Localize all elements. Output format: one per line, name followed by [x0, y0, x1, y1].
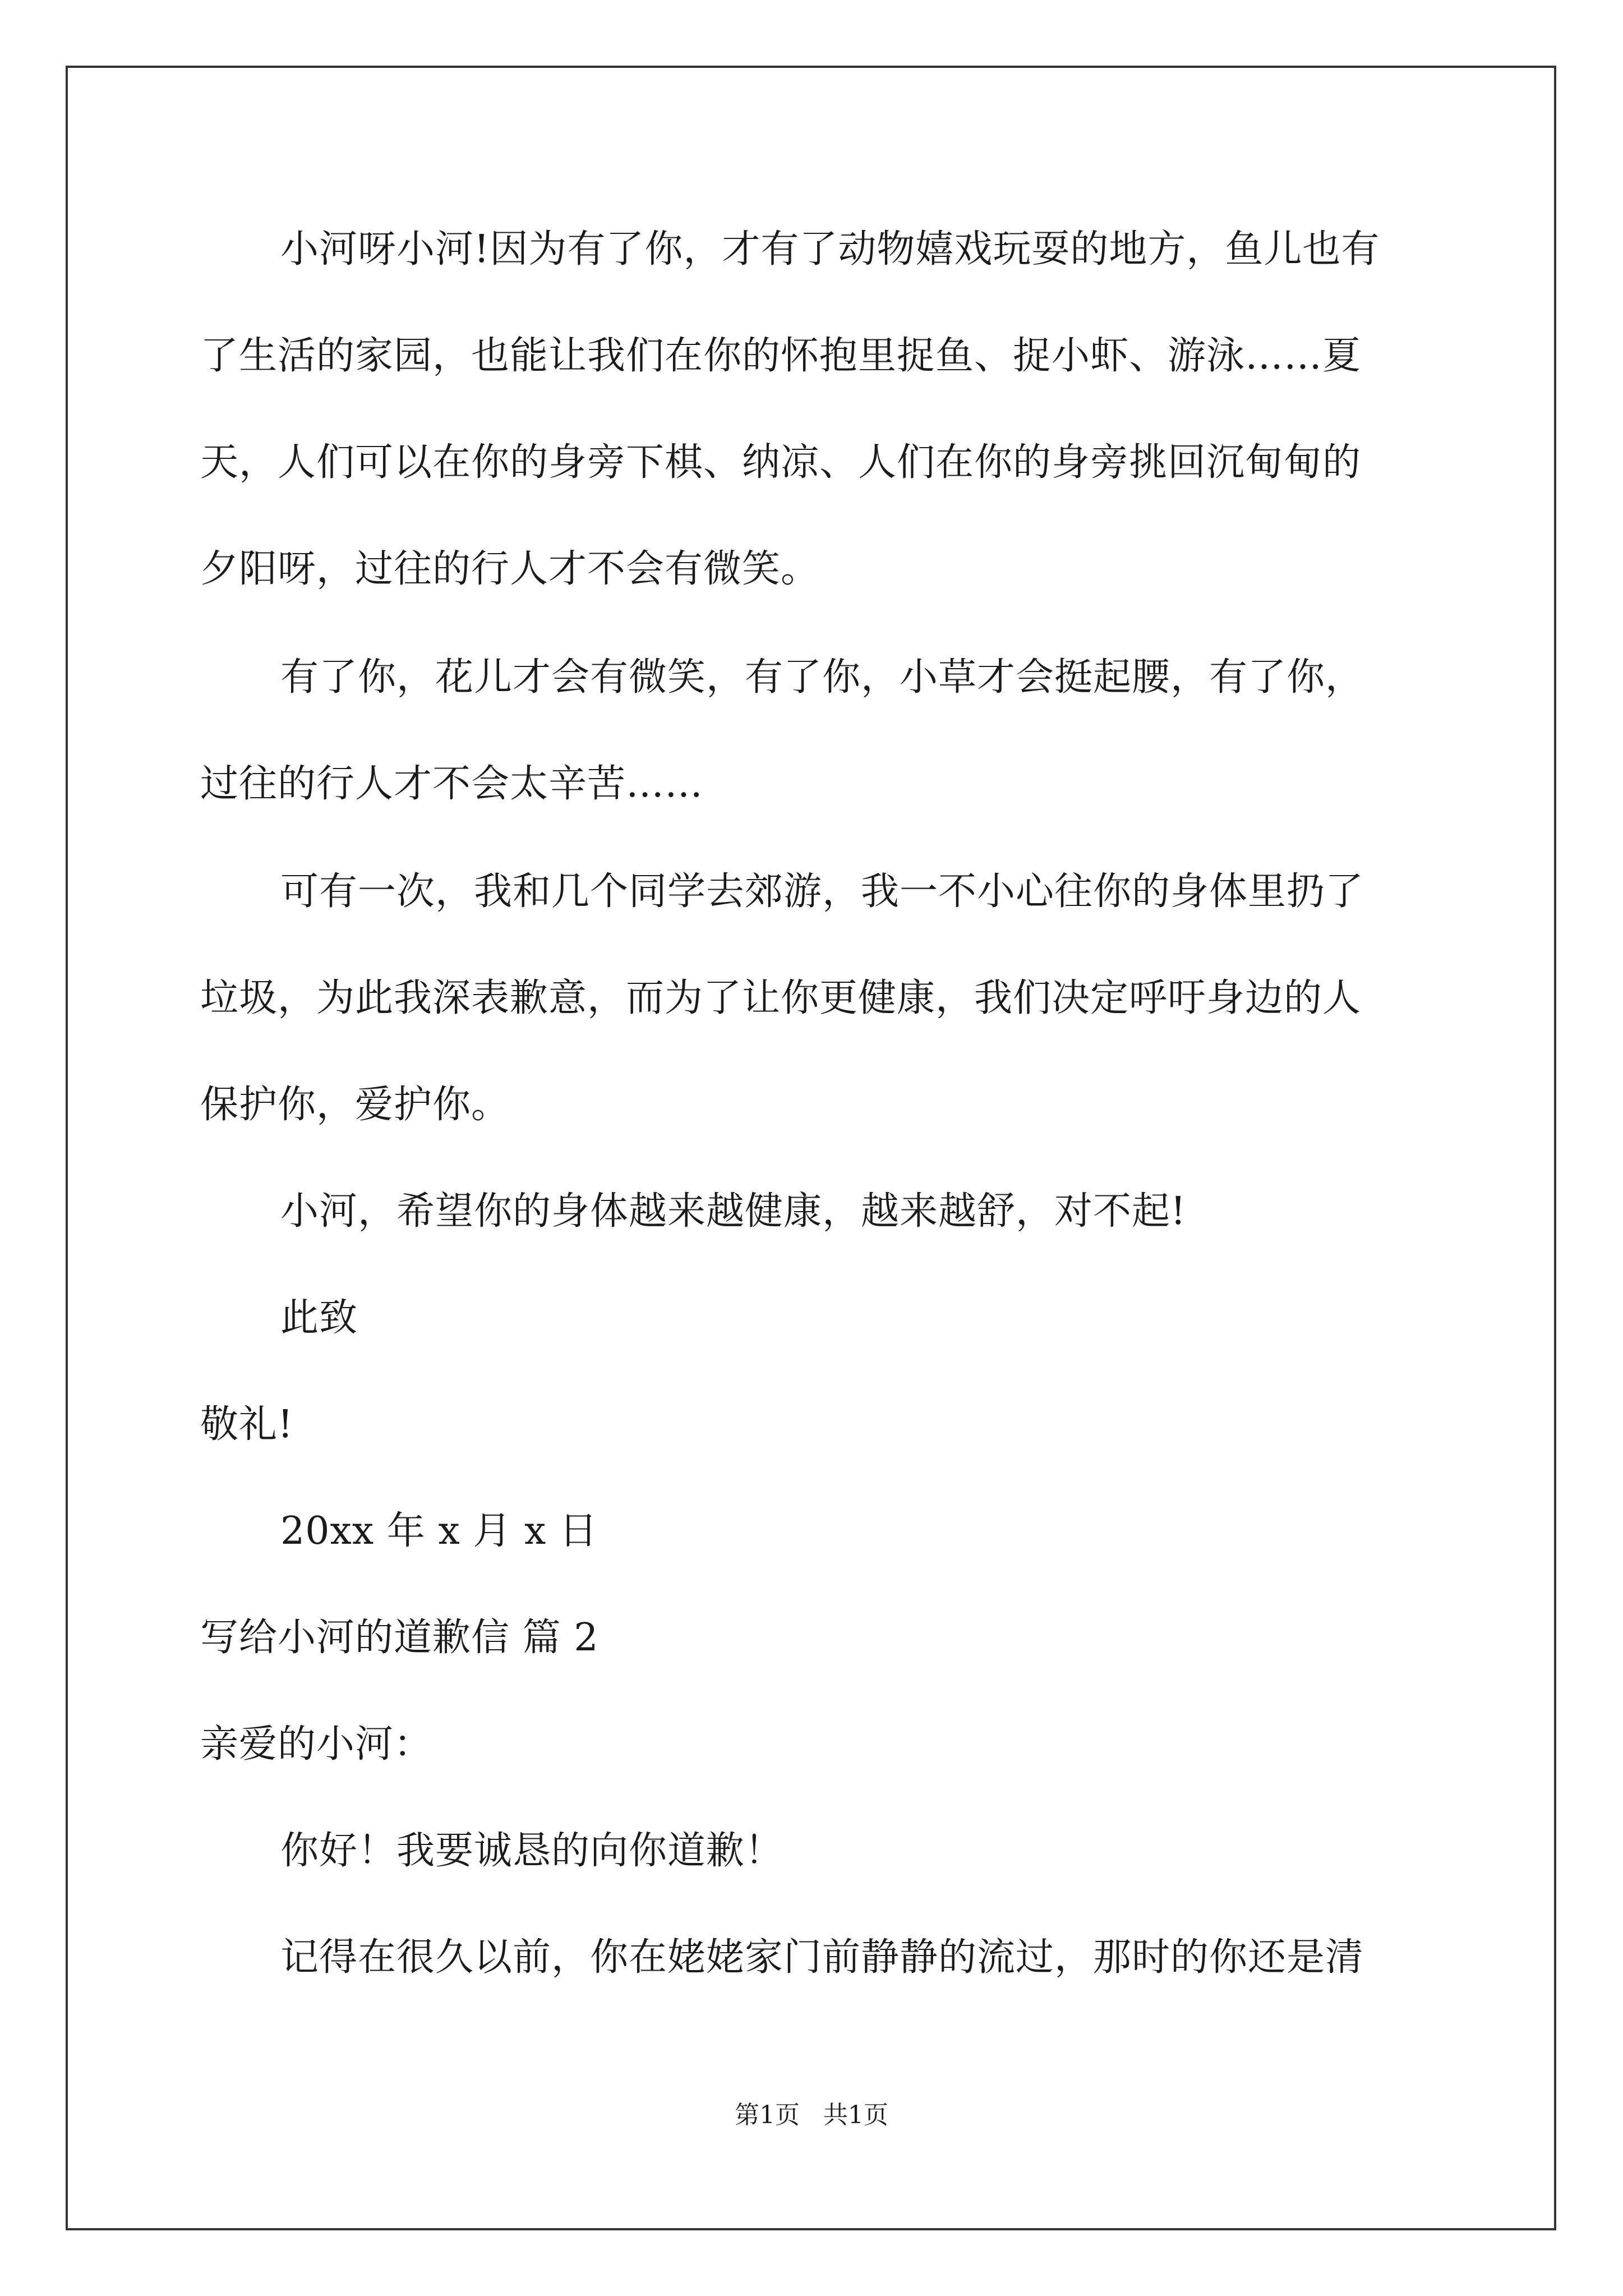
- paragraph-3-line-2: 垃圾，为此我深表歉意，而为了让你更健康，我们决定呼吁身边的人: [200, 976, 1362, 1020]
- page-footer: 第1页 共1页: [735, 2101, 888, 2129]
- paragraph-1-line-1: 小河呀小河!因为有了你，才有了动物嬉戏玩耍的地方，鱼儿也有: [280, 227, 1380, 272]
- closing-cizhi: 此致: [280, 1296, 358, 1340]
- greeting-line: 你好！我要诚恳的向你道歉！: [280, 1829, 784, 1873]
- paragraph-1-line-2: 了生活的家园，也能让我们在你的怀抱里捉鱼、捉小虾、游泳……夏: [200, 334, 1362, 378]
- salutation: 亲爱的小河：: [200, 1722, 433, 1766]
- closing-jingli: 敬礼!: [200, 1402, 294, 1447]
- letter-date: 20xx 年 x 月 x 日: [280, 1509, 598, 1553]
- paragraph-4-line-1: 小河，希望你的身体越来越健康，越来越舒，对不起!: [280, 1189, 1187, 1234]
- paragraph-5-line-1: 记得在很久以前，你在姥姥家门前静静的流过，那时的你还是清: [280, 1935, 1364, 1980]
- paragraph-2-line-2: 过往的行人才不会太辛苦……: [200, 762, 704, 806]
- paragraph-2-line-1: 有了你，花儿才会有微笑，有了你，小草才会挺起腰，有了你，: [280, 655, 1364, 700]
- paragraph-1-line-3: 天，人们可以在你的身旁下棋、纳凉、人们在你的身旁挑回沉甸甸的: [200, 440, 1362, 485]
- section-heading: 写给小河的道歉信 篇 2: [200, 1616, 599, 1660]
- paragraph-3-line-3: 保护你，爱护你。: [200, 1083, 510, 1127]
- paragraph-3-line-1: 可有一次，我和几个同学去郊游，我一不小心往你的身体里扔了: [280, 869, 1364, 914]
- paragraph-1-line-4: 夕阳呀，过往的行人才不会有微笑。: [200, 547, 820, 591]
- page-border: [66, 66, 1556, 2230]
